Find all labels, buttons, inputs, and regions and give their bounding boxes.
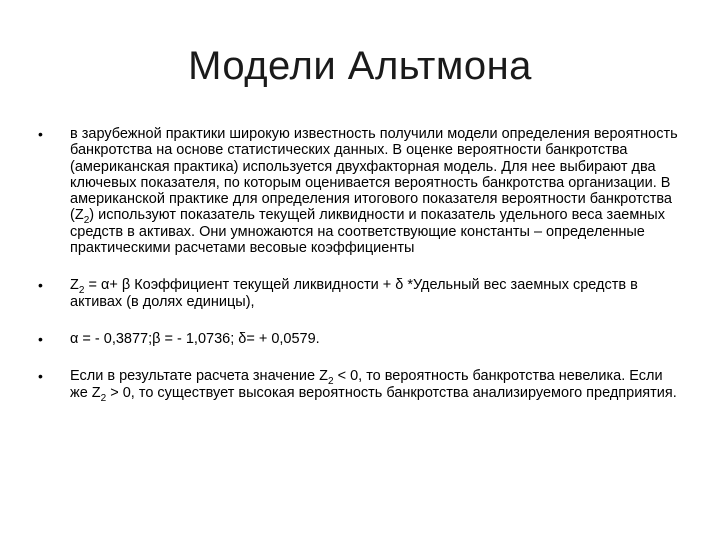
bullet-text: α = - 0,3877;β = - 1,0736; δ= + 0,0579.	[70, 330, 320, 347]
bullet-text: в зарубежной практики широкую известность получили модели определения вероятность банкротства на основе статистических данных. В оценке вероятности банкротства (американская практика) используется двухфакторная модель. Для нее выбирают два ключевых показателя, по которым оценивается вероятность банкротства организации. В американской практике для определения итогового показателя вероятности банкротства (Z	[70, 126, 678, 224]
subscript: 2	[100, 392, 107, 404]
bullet-text: Z	[70, 277, 79, 294]
bullet-item	[38, 126, 678, 256]
bullet-glyph: •	[38, 277, 43, 294]
subscript: 2	[78, 285, 85, 297]
bullet-item	[38, 277, 678, 310]
bullet-text-cont: < 0, то вероятность банкротства невелика. Если же Z	[70, 368, 663, 401]
bullet-text: Если в результате расчета значение Z	[70, 368, 328, 385]
bullet-item	[38, 368, 678, 404]
subscript: 2	[327, 376, 334, 388]
bullet-glyph: •	[38, 126, 43, 142]
bullet-text-cont: > 0, то существует высокая вероятность банкротства анализируемого предприятия.	[106, 384, 677, 401]
bullet-text-cont: = α+ β Коэффициент текущей ликвидности + δ *Удельный вес заемных средств в активах (в долях единицы),	[70, 277, 638, 310]
slide-title: Модели Альтмона	[188, 44, 532, 88]
bullet-glyph: •	[38, 330, 43, 347]
bullet-text-cont: ) используют показатель текущей ликвидности и показатель удельного веса заемных средств в активах. Они умножаются на соответствующие константы – определенные практическими расчетами весовые коэффициенты	[70, 207, 665, 257]
bullet-item	[38, 331, 678, 347]
bullet-glyph: •	[38, 368, 43, 385]
bullet-list	[38, 126, 678, 404]
subscript: 2	[83, 215, 90, 227]
